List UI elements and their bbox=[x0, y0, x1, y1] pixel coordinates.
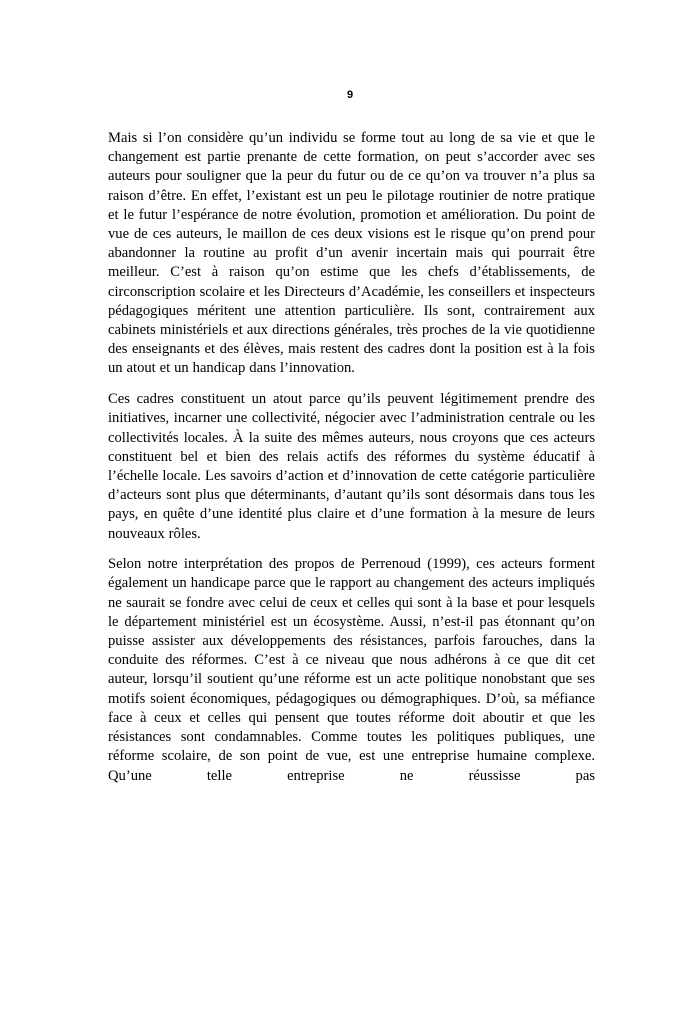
body-text bbox=[108, 129, 595, 805]
paragraph-3: Selon notre interprétation des propos de Perrenoud (1999), ces acteurs forment également un handicape parce que le rapport au changement des acteurs impliqués ne saurait se fondre avec celui de ceux et celles qui sont à la base et pour lesquels le département ministériel est un écosystème. Aussi, n’est-il pas étonnant qu’on puisse assister aux développements des résistances, parfois farouches, dans la conduite des réformes. C’est à ce niveau que nous adhérons à ce que dit cet auteur, lorsqu’il soutient qu’une réforme est un acte politique nonobstant que ses motifs soient économiques, pédagogiques ou démographiques. D’où, sa méfiance face à ceux et celles qui pensent que toutes réforme doit aboutir et que les résistances sont condamnables. Comme toutes les politiques publiques, une réforme scolaire, de son point de vue, est une entreprise humaine complexe. Qu’une telle entreprise ne réussisse pas bbox=[108, 556, 595, 784]
paragraph-1: Mais si l’on considère qu’un individu se forme tout au long de sa vie et que le changement est partie prenante de cette formation, on peut s’accorder avec ses auteurs pour souligner que la peur du futur ou de ce qu’on va trouver n’a plus sa raison d’être. En effet, l’existant est un peu le pilotage routinier de notre pratique et le futur l’espérance de notre évolution, promotion et amélioration. Du point de vue de ces auteurs, le maillon de ces deux visions est le risque qu’on prend pour abandonner la routine au profit d’un avenir incertain mais qui pourrait être meilleur. C’est à raison qu’on estime que les chefs d’établissements, de circonscription scolaire et les Directeurs d’Académie, les conseillers et inspecteurs pédagogiques méritent une attention particulière. Ils sont, contrairement aux cabinets ministériels et aux directions générales, très proches de la vie quotidienne des enseignants et des élèves, mais restent des cadres dont la position est à la fois un atout et un handicap dans l’innovation. bbox=[108, 130, 595, 377]
page-number: 9 bbox=[346, 89, 354, 101]
paragraph-2: Ces cadres constituent un atout parce qu’ils peuvent légitimement prendre des initiatives, incarner une collectivité, négocier avec l’administration centrale ou les collectivités locales. À la suite des mêmes auteurs, nous croyons que ces acteurs constituent bel et bien des relais actifs des réformes du système éducatif à l’échelle locale. Les savoirs d’action et d’innovation de cette catégorie particulière d’acteurs sont plus que déterminants, d’autant qu’ils sont désormais dans tous les pays, en quête d’une identité plus claire et d’une formation à la mesure de leurs nouveaux rôles. bbox=[108, 391, 595, 542]
